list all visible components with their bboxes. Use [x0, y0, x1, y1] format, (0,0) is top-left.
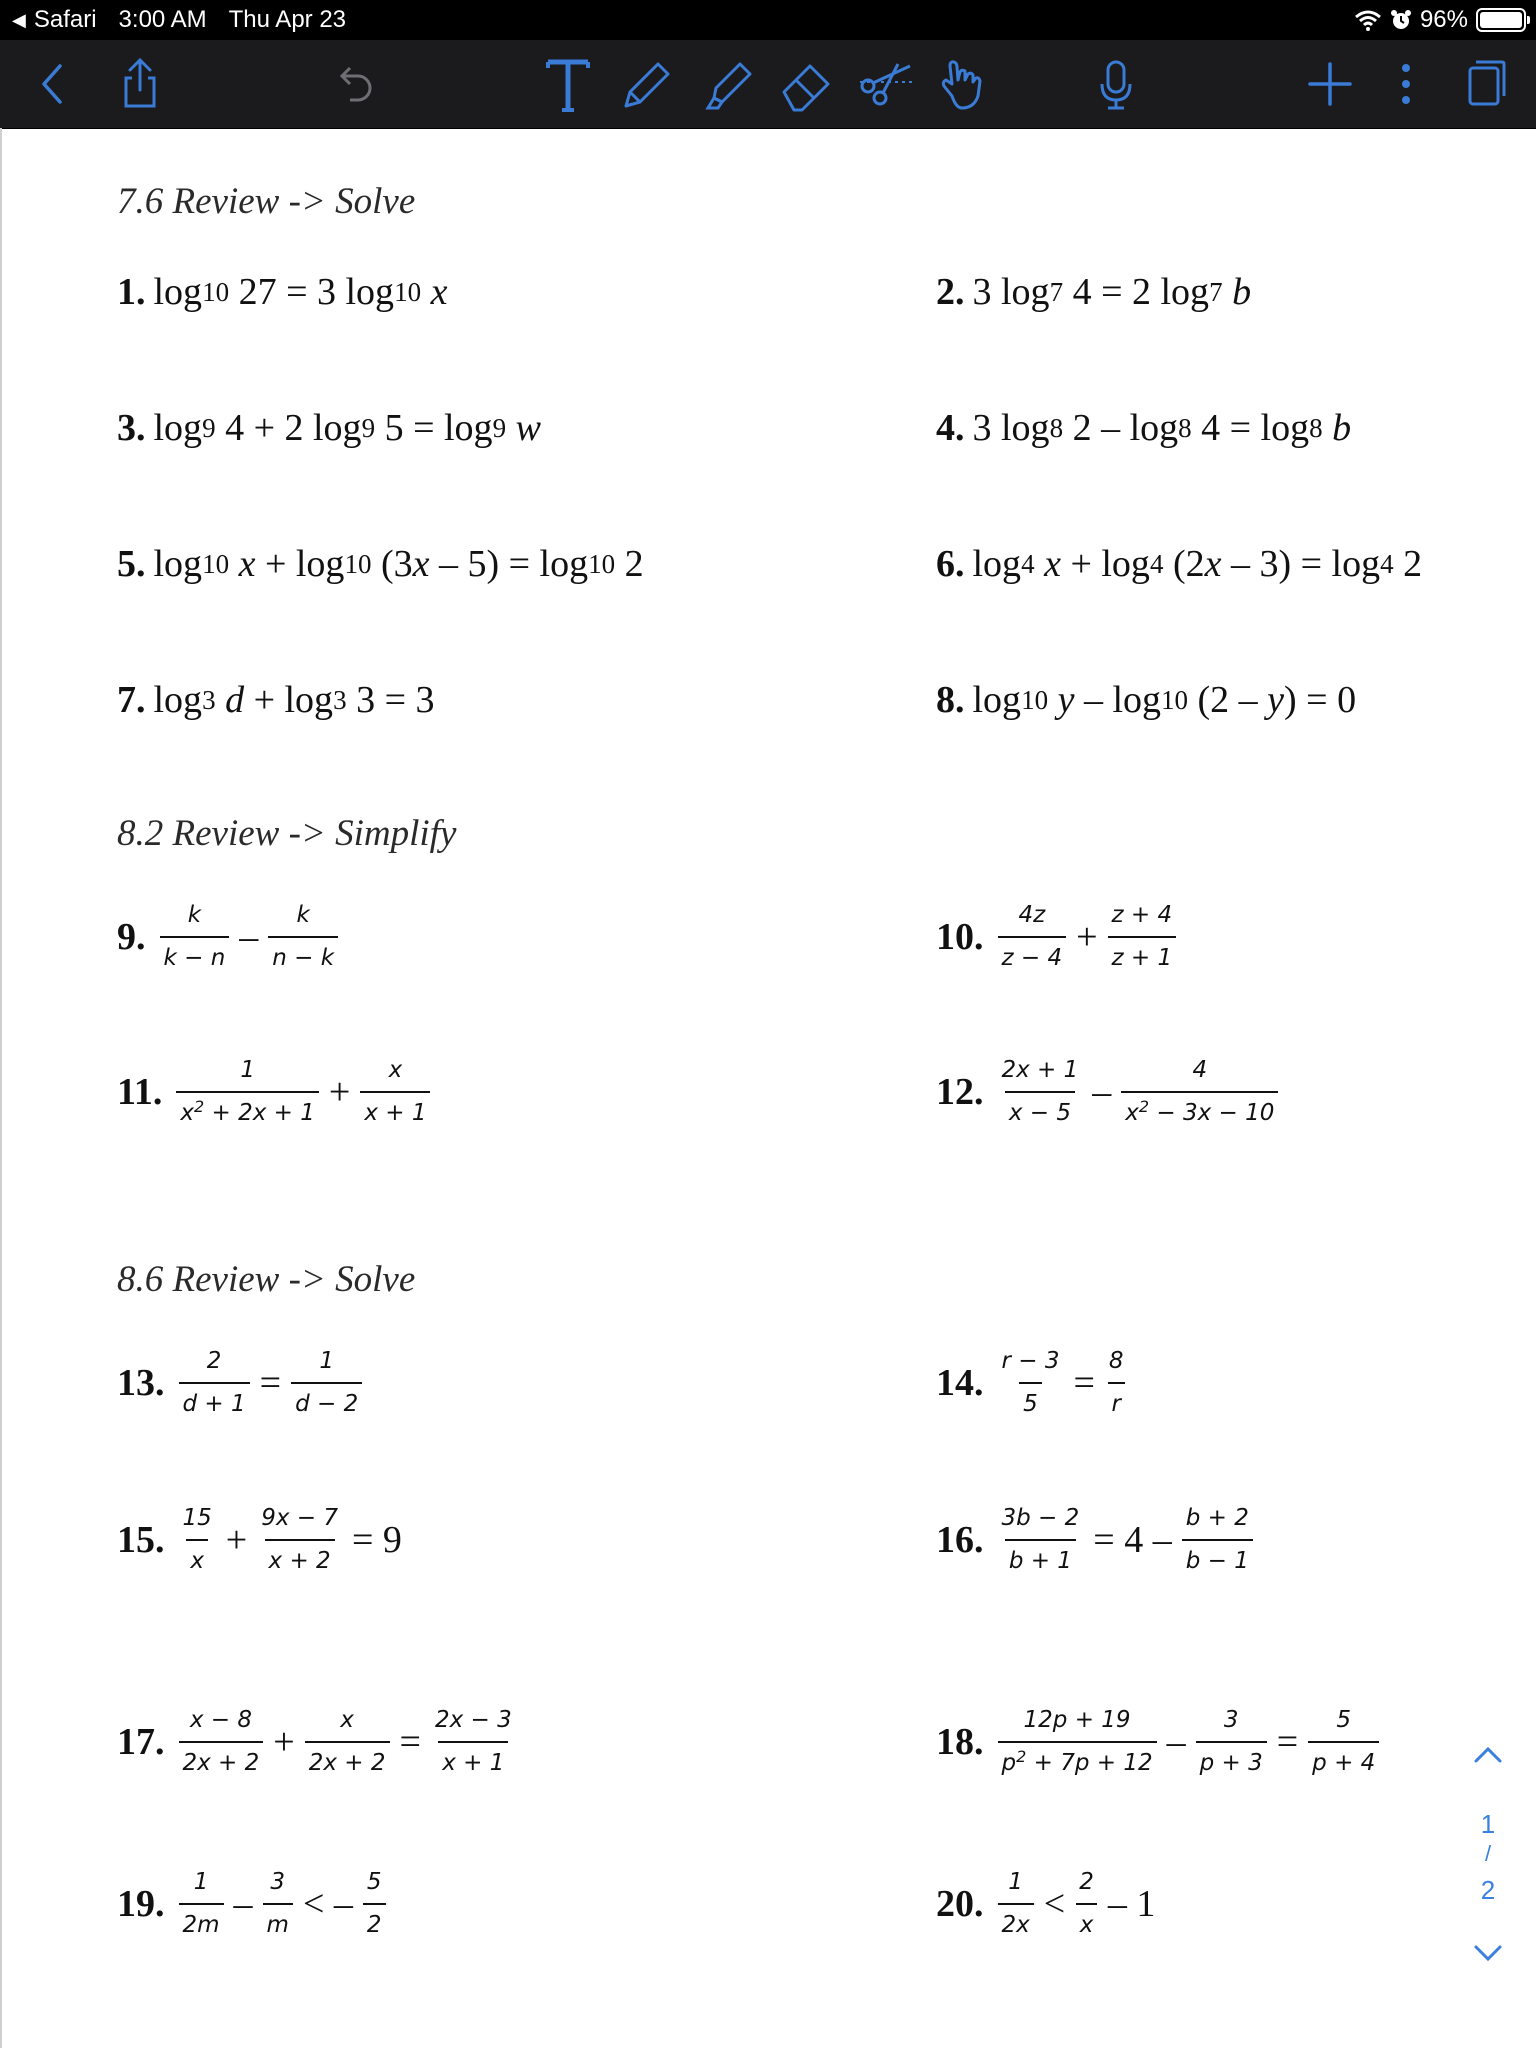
chevron-up-icon[interactable]: [1468, 1735, 1508, 1775]
page-separator: /: [1484, 1841, 1492, 1866]
variable: y: [1267, 679, 1285, 721]
denominator: r: [1108, 1382, 1125, 1416]
denominator: [1121, 1091, 1278, 1125]
text: ) = 0: [1284, 679, 1357, 721]
problem-number: 12.: [936, 1071, 984, 1113]
numerator: 3b − 2: [1001, 1505, 1080, 1531]
section-heading-8-6: 8.6 Review -> Solve: [117, 1259, 416, 1300]
operator: =: [399, 1721, 421, 1763]
problem-6: 6. log 4 x + log 4 (2 x – 3) = log 4 2: [936, 543, 1423, 585]
text: = 9: [352, 1519, 402, 1561]
pen-icon[interactable]: [614, 52, 678, 116]
eraser-icon[interactable]: [774, 52, 838, 116]
denominator: 2: [363, 1903, 386, 1937]
numerator: x: [388, 1057, 403, 1083]
fraction: [998, 1709, 1157, 1775]
text: 4 = 2 log: [1072, 271, 1210, 313]
back-to-app-icon[interactable]: ◀: [12, 9, 26, 30]
denominator: x: [1076, 1903, 1098, 1937]
pages-icon[interactable]: [1452, 52, 1516, 116]
text: log: [153, 407, 203, 449]
exponent: 2: [1016, 1747, 1027, 1766]
text: + log: [1070, 543, 1150, 585]
operator: –: [1092, 1071, 1112, 1113]
problem-number: 2.: [936, 271, 965, 313]
denominator: p + 3: [1196, 1741, 1267, 1775]
toolbar: [0, 40, 1536, 129]
variable: x: [238, 543, 256, 585]
text: 3 log: [972, 271, 1050, 313]
problem-number: 9.: [117, 916, 146, 958]
text: log: [153, 543, 203, 585]
text: (2 –: [1197, 679, 1258, 721]
text: + log: [264, 543, 345, 585]
fraction: [160, 904, 230, 970]
text: 2: [624, 543, 644, 585]
fraction: [179, 1507, 216, 1573]
text: (3: [380, 543, 413, 585]
numerator: 1: [240, 1057, 255, 1083]
text: – log: [1083, 679, 1161, 721]
problem-20: [936, 1871, 1159, 1937]
status-date: Thu Apr 23: [228, 6, 347, 33]
denominator: 2x + 2: [179, 1741, 264, 1775]
page-navigator: [1468, 1735, 1508, 1975]
problem-number: 17.: [117, 1721, 165, 1763]
problem-number: 3.: [117, 407, 146, 449]
denominator: z + 1: [1108, 936, 1177, 970]
text-tool-icon[interactable]: [536, 52, 600, 116]
scissors-icon[interactable]: [854, 52, 918, 116]
text: – 1: [1107, 1883, 1156, 1925]
problem-9: [117, 904, 344, 970]
text: x: [180, 1100, 195, 1126]
operator: =: [259, 1362, 282, 1404]
text: log: [153, 679, 203, 721]
denominator: [176, 1091, 318, 1125]
fraction: [1196, 1709, 1267, 1775]
problem-16: [936, 1507, 1259, 1573]
denominator: x: [186, 1539, 208, 1573]
text: p: [1001, 1750, 1017, 1776]
operator: = 4 –: [1093, 1519, 1172, 1561]
operator: =: [1276, 1721, 1299, 1763]
status-time: 3:00 AM: [118, 6, 207, 33]
numerator: 5: [1336, 1707, 1352, 1733]
undo-icon[interactable]: [322, 52, 386, 116]
operator: –: [239, 916, 259, 958]
numerator: x − 8: [189, 1707, 252, 1733]
chevron-left-icon[interactable]: [22, 52, 86, 116]
text: 4 + 2 log: [225, 407, 362, 449]
status-bar: [0, 0, 1536, 40]
problem-number: 11.: [117, 1071, 163, 1113]
denominator: b + 1: [1005, 1539, 1076, 1573]
back-to-app-label[interactable]: Safari: [33, 6, 97, 33]
problem-number: 16.: [936, 1519, 984, 1561]
fraction: [268, 904, 338, 970]
numerator: 3: [270, 1869, 286, 1895]
total-pages: 2: [1480, 1875, 1496, 1905]
problem-3: 3. log 9 4 + 2 log 9 5 = log 9 w: [117, 407, 541, 449]
problem-19: [117, 1871, 392, 1937]
text: log: [153, 271, 203, 313]
problem-17: [117, 1709, 522, 1775]
text: 4 = log: [1201, 407, 1310, 449]
problem-7: 7. log 3 d + log 3 3 = 3: [117, 679, 435, 721]
fraction: [1121, 1059, 1278, 1125]
problem-number: 8.: [936, 679, 965, 721]
numerator: 4: [1192, 1057, 1208, 1083]
problem-1: 1. log 10 27 = 3 log 10 x: [117, 271, 448, 313]
operator: <: [1043, 1883, 1066, 1925]
text: 3 log: [972, 407, 1050, 449]
numerator: 1: [319, 1348, 334, 1374]
problem-14: [936, 1350, 1134, 1416]
alarm-icon: [1390, 9, 1412, 31]
fraction: [1182, 1507, 1253, 1573]
microphone-icon[interactable]: [1084, 52, 1148, 116]
numerator: 5: [366, 1869, 382, 1895]
numerator: 15: [182, 1505, 212, 1531]
problem-number: 19.: [117, 1883, 165, 1925]
current-page: 1: [1480, 1809, 1496, 1839]
problem-13: [117, 1350, 368, 1416]
denominator: b − 1: [1182, 1539, 1253, 1573]
numerator: z + 4: [1111, 902, 1173, 928]
problem-8: 8. log 10 y – log 10 (2 – y ) = 0: [936, 679, 1357, 721]
denominator: x − 5: [1005, 1091, 1075, 1125]
denominator: m: [263, 1903, 293, 1937]
denominator: n − k: [268, 936, 338, 970]
problem-11: [117, 1059, 436, 1125]
text: 5 = log: [384, 407, 493, 449]
fraction: [998, 1059, 1083, 1125]
denominator: p + 4: [1308, 1741, 1379, 1775]
operator: –: [1166, 1721, 1186, 1763]
operator: < –: [302, 1883, 353, 1925]
problem-number: 13.: [117, 1362, 165, 1404]
fraction: [360, 1059, 430, 1125]
text: log: [972, 543, 1022, 585]
text: (2: [1172, 543, 1205, 585]
fraction: [1108, 904, 1177, 970]
denominator: d − 2: [291, 1382, 362, 1416]
operator: +: [328, 1071, 351, 1113]
numerator: 2: [206, 1348, 222, 1374]
fraction: [998, 904, 1067, 970]
operator: +: [225, 1519, 248, 1561]
wifi-icon: [1354, 9, 1382, 31]
more-icon[interactable]: [1374, 52, 1438, 116]
problem-number: 4.: [936, 407, 965, 449]
variable: d: [225, 679, 245, 721]
numerator: 9x − 7: [261, 1505, 338, 1531]
numerator: 2x + 1: [1001, 1057, 1079, 1083]
problem-number: 7.: [117, 679, 146, 721]
denominator: 2m: [179, 1903, 224, 1937]
variable: x: [412, 543, 430, 585]
problem-15: [117, 1507, 406, 1573]
text: − 3x − 10: [1149, 1100, 1275, 1126]
denominator: [998, 1741, 1157, 1775]
share-icon[interactable]: [108, 52, 172, 116]
denominator: x + 1: [438, 1741, 508, 1775]
problem-number: 6.: [936, 543, 965, 585]
problem-18: [936, 1709, 1385, 1775]
denominator: x + 1: [360, 1091, 430, 1125]
hand-pointer-icon[interactable]: [928, 52, 992, 116]
numerator: 1: [193, 1869, 209, 1895]
denominator: d + 1: [179, 1382, 250, 1416]
fraction: [998, 1350, 1064, 1416]
numerator: 1: [1008, 1869, 1023, 1895]
section-heading-8-2: 8.2 Review -> Simplify: [117, 813, 457, 854]
section-heading-7-6: 7.6 Review -> Solve: [117, 181, 416, 222]
problem-number: 20.: [936, 1883, 984, 1925]
problem-4: 4. 3 log 8 2 – log 8 4 = log 8 b: [936, 407, 1352, 449]
fraction: [363, 1871, 386, 1937]
fraction: [263, 1871, 293, 1937]
problem-2: 2. 3 log 7 4 = 2 log 7 b: [936, 271, 1252, 313]
fraction: [431, 1709, 516, 1775]
problem-number: 1.: [117, 271, 146, 313]
text: – 3) = log: [1230, 543, 1381, 585]
text: + 7p + 12: [1026, 1750, 1153, 1776]
operator: =: [1073, 1362, 1095, 1404]
problem-5: 5. log 10 x + log 10 (3 x – 5) = log 10 2: [117, 543, 644, 585]
fraction: [176, 1059, 318, 1125]
chevron-down-icon[interactable]: [1468, 1933, 1508, 1973]
variable: y: [1057, 679, 1075, 721]
numerator: k: [187, 902, 202, 928]
numerator: r − 3: [1001, 1348, 1060, 1374]
battery-percent: 96%: [1419, 6, 1468, 33]
fraction: [179, 1709, 264, 1775]
variable: x: [1044, 543, 1061, 585]
problem-10: [936, 904, 1182, 970]
variable: w: [515, 407, 541, 449]
denominator: k − n: [160, 936, 230, 970]
operator: –: [233, 1883, 253, 1925]
problem-number: 15.: [117, 1519, 165, 1561]
numerator: 3: [1223, 1707, 1239, 1733]
numerator: 2: [1079, 1869, 1094, 1895]
page-edge: [0, 128, 2, 2048]
text: + log: [253, 679, 334, 721]
fraction: [179, 1350, 250, 1416]
fraction: [179, 1871, 224, 1937]
fraction: [998, 1507, 1084, 1573]
fraction: [305, 1709, 390, 1775]
fraction: [257, 1507, 342, 1573]
problem-12: [936, 1059, 1284, 1125]
numerator: 2x − 3: [434, 1707, 512, 1733]
numerator: x: [340, 1707, 354, 1733]
variable: x: [1204, 543, 1222, 585]
exponent: 2: [194, 1097, 205, 1116]
battery-icon: [1476, 8, 1526, 32]
plus-icon[interactable]: [1298, 52, 1362, 116]
exponent: 2: [1138, 1097, 1150, 1116]
highlighter-icon[interactable]: [694, 52, 758, 116]
fraction: [998, 1871, 1034, 1937]
numerator: 12p + 19: [1023, 1707, 1131, 1733]
problem-number: 18.: [936, 1721, 984, 1763]
denominator: 2x: [998, 1903, 1034, 1937]
numerator: b + 2: [1185, 1505, 1249, 1531]
text: x: [1125, 1100, 1139, 1126]
fraction: [1308, 1709, 1379, 1775]
problem-number: 5.: [117, 543, 146, 585]
text: – 5) = log: [438, 543, 589, 585]
operator: +: [273, 1721, 295, 1763]
text: 3 = 3: [356, 679, 435, 721]
text: log: [972, 679, 1022, 721]
denominator: z − 4: [998, 936, 1067, 970]
problem-number: 14.: [936, 1362, 984, 1404]
variable: b: [1232, 271, 1252, 313]
text: 27 = 3 log: [238, 271, 395, 313]
variable: x: [430, 271, 448, 313]
text: + 2x + 1: [204, 1100, 315, 1126]
fraction: [1075, 1871, 1098, 1937]
fraction: [291, 1350, 362, 1416]
numerator: 4z: [1018, 902, 1046, 928]
denominator: 5: [1019, 1382, 1042, 1416]
numerator: k: [296, 902, 310, 928]
problem-number: 10.: [936, 916, 984, 958]
operator: +: [1076, 916, 1098, 958]
denominator: x + 2: [265, 1539, 335, 1573]
fraction: [1105, 1350, 1128, 1416]
text: 2 – log: [1072, 407, 1179, 449]
numerator: 8: [1108, 1348, 1124, 1374]
text: 2: [1403, 543, 1423, 585]
variable: b: [1332, 407, 1352, 449]
denominator: 2x + 2: [305, 1741, 390, 1775]
